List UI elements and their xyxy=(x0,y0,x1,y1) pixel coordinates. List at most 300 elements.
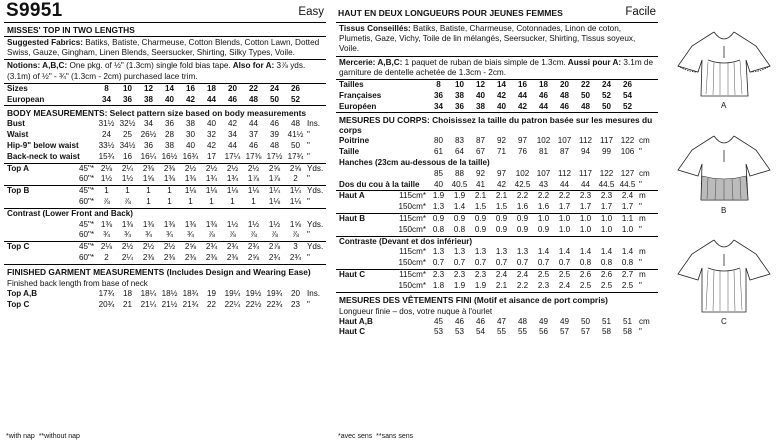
value-cell: 1.0 xyxy=(575,213,596,224)
value-cell: 2⅜ xyxy=(226,252,239,262)
yardage-row xyxy=(336,281,658,292)
value-cell: 1⅜ xyxy=(121,219,134,229)
value-cell: 71 xyxy=(496,147,506,157)
value-cell: 40.5 xyxy=(451,179,468,189)
hip-label-row xyxy=(336,158,658,169)
value-cell: 42 xyxy=(517,101,527,111)
finished-subtitle-fr: Longueur finie – dos, votre nuque à l'ourlet xyxy=(339,306,493,316)
value-cell: 51 xyxy=(622,316,632,326)
body-row xyxy=(4,141,326,152)
unit-cell: " xyxy=(307,299,310,309)
body-measurements-fr xyxy=(336,136,658,191)
contrast-label-row xyxy=(4,208,326,219)
finished-table xyxy=(4,289,326,311)
unit-cell: " xyxy=(307,252,310,262)
value-cell: 1 xyxy=(230,196,235,206)
value-cell: 36 xyxy=(164,119,174,129)
value-cell: 22¼ xyxy=(224,299,241,309)
value-cell: 3 xyxy=(285,242,306,253)
row-label: Waist xyxy=(7,130,29,140)
value-cell: 54 xyxy=(475,327,485,337)
value-cell: 2⅛ xyxy=(96,242,117,253)
value-cell: 38 xyxy=(475,101,485,111)
finished-table-fr xyxy=(336,317,658,339)
value-cell: 2¼ xyxy=(121,163,134,173)
unit-cell xyxy=(638,102,658,113)
value-cell: 1.4 xyxy=(579,247,592,257)
yardage-row xyxy=(4,186,326,197)
value-cell: 1⅛ xyxy=(243,186,264,197)
value-cell: 8 xyxy=(436,80,441,90)
value-cell: ¾ xyxy=(145,230,152,240)
value-cell: 2.6 xyxy=(596,269,617,280)
french-column xyxy=(336,0,658,338)
pattern-code: S9951 xyxy=(6,0,63,21)
value-cell: 22 xyxy=(206,299,216,309)
finished-subtitle: Finished back length from base of neck xyxy=(7,278,148,288)
value-cell: ¾ xyxy=(166,230,173,240)
unit-cell: " xyxy=(639,327,642,337)
value-cell: 17¼ xyxy=(224,151,241,161)
value-cell: 2.3 xyxy=(470,269,491,280)
value-cell: 48 xyxy=(290,119,300,129)
value-cell: 2½ xyxy=(205,163,218,173)
value-cell: 1 xyxy=(117,186,138,197)
value-cell: 1 xyxy=(138,186,159,197)
value-cell: 2¾ xyxy=(243,242,264,253)
value-cell: 40 xyxy=(185,141,195,150)
value-cell: 0.8 xyxy=(453,224,466,234)
value-cell: 0.7 xyxy=(495,258,508,268)
unit-cell: " xyxy=(307,174,310,184)
value-cell: 1⅛ xyxy=(268,196,281,206)
unit-cell: " xyxy=(639,202,642,212)
value-cell: 0.9 xyxy=(470,213,491,224)
value-cell: 2.2 xyxy=(558,191,571,201)
value-cell: 1⅜ xyxy=(184,174,197,184)
yardage-table-fr xyxy=(336,191,658,292)
value-cell: 88 xyxy=(454,168,464,178)
row-label: Haut C xyxy=(339,327,366,337)
value-cell: 1.4 xyxy=(537,247,550,257)
value-cell: 40 xyxy=(433,179,443,189)
value-cell: 46 xyxy=(227,94,237,104)
value-cell: 67 xyxy=(475,147,485,157)
value-cell: 14 xyxy=(496,80,506,90)
value-cell: 17⅜ xyxy=(245,151,262,161)
value-cell: 25 xyxy=(122,130,132,140)
value-cell: 1.6 xyxy=(516,202,529,212)
value-cell: 2.4 xyxy=(621,191,634,201)
garment-title-fr: HAUT EN DEUX LONGUEURS POUR JEUNES FEMMES xyxy=(338,8,563,18)
value-cell: 2.3 xyxy=(428,269,449,280)
value-cell: 117 xyxy=(579,168,592,178)
unit-cell: " xyxy=(307,151,310,161)
row-label: 60"* xyxy=(78,196,94,206)
value-cell: 1 xyxy=(209,196,214,206)
nap-note-fr: *avec sens **sans sens xyxy=(338,433,414,440)
value-cell: 2⅝ xyxy=(268,163,281,173)
value-cell: 2.5 xyxy=(579,280,592,290)
value-cell: 1⅜ xyxy=(100,219,113,229)
unit-cell: Ins. xyxy=(307,288,321,298)
value-cell: 48 xyxy=(269,141,279,150)
value-cell: 2.2 xyxy=(516,280,529,290)
value-cell: 2.5 xyxy=(600,280,613,290)
row-label: 60"* xyxy=(78,230,94,240)
row-label: Haut A 115cm* xyxy=(339,191,426,201)
value-cell: 2.2 xyxy=(537,191,550,201)
value-cell: 1.7 xyxy=(579,202,592,212)
value-cell: 30 xyxy=(185,130,195,140)
value-cell: 50 xyxy=(580,316,590,326)
row-label: Hip-9" below waist xyxy=(7,141,79,150)
size-table-fr xyxy=(336,80,658,113)
value-cell: 2.5 xyxy=(621,280,634,290)
value-cell: 2.1 xyxy=(495,280,508,290)
contrast-label-row xyxy=(336,236,658,247)
value-cell: 1⅞ xyxy=(247,174,260,184)
yardage-row xyxy=(336,191,658,202)
value-cell: 2⅛ xyxy=(100,163,113,173)
value-cell: 39 xyxy=(269,130,279,140)
row-label: Européen xyxy=(339,101,377,111)
value-cell: 112 xyxy=(579,136,592,146)
row-label: European xyxy=(7,94,45,104)
value-cell: 122 xyxy=(620,136,635,146)
garment-title: MISSES' TOP IN TWO LENGTHS xyxy=(4,23,326,37)
row-label: 115cm* xyxy=(399,247,426,257)
value-cell: 76 xyxy=(517,147,527,157)
unit-cell: Yds. xyxy=(307,219,324,229)
value-cell: 2 xyxy=(293,174,298,184)
value-cell: 44 xyxy=(517,90,527,100)
value-cell: 52 xyxy=(290,94,300,104)
value-cell: 21¼ xyxy=(140,299,157,309)
row-label: 150cm* xyxy=(398,280,426,290)
value-cell: 44 xyxy=(227,141,237,150)
value-cell: 36 xyxy=(454,101,464,111)
value-cell: 20 xyxy=(559,80,569,90)
value-cell: 49 xyxy=(559,316,569,326)
body-row xyxy=(4,152,326,163)
value-cell: 87 xyxy=(559,147,569,157)
value-cell: 0.9 xyxy=(491,213,512,224)
value-cell: 8 xyxy=(104,83,109,93)
value-cell: 2⅜ xyxy=(184,252,197,262)
value-cell: 1.0 xyxy=(558,224,571,234)
value-cell: 42 xyxy=(227,119,237,129)
row-label: Taille xyxy=(339,147,360,157)
value-cell: 1.4 xyxy=(453,202,466,212)
value-cell: 1½ xyxy=(268,219,281,229)
unit-cell: " xyxy=(639,258,642,268)
value-cell: 12 xyxy=(475,80,485,90)
value-cell: 2½ xyxy=(184,163,197,173)
value-cell: 1½ xyxy=(247,219,260,229)
value-cell: 85 xyxy=(433,168,443,178)
unit-cell xyxy=(306,95,326,106)
value-cell: 48 xyxy=(580,101,590,111)
value-cell: 46 xyxy=(559,101,569,111)
value-cell: 21 xyxy=(122,299,132,309)
row-label: 60"* xyxy=(78,252,94,262)
value-cell: 102 xyxy=(536,136,551,146)
value-cell: 18 xyxy=(538,80,548,90)
unit-cell: Ins. xyxy=(307,119,321,129)
value-cell: 22¾ xyxy=(266,299,283,309)
value-cell: 10 xyxy=(122,83,132,93)
body-measurements-title: BODY MEASUREMENTS: Select pattern size based on body measurements xyxy=(7,108,307,119)
garment-illustrations xyxy=(668,0,780,447)
finished-title: FINISHED GARMENT MEASUREMENTS (Includes Design and Wearing Ease) xyxy=(7,266,311,277)
value-cell: 38 xyxy=(185,119,195,129)
value-cell: 94 xyxy=(580,147,590,157)
row-label: Top B 45"* xyxy=(4,186,96,197)
value-cell: 1.0 xyxy=(554,213,575,224)
value-cell: 20¾ xyxy=(98,299,115,309)
finished-row xyxy=(336,317,658,328)
value-cell: 99 xyxy=(601,147,611,157)
body-row xyxy=(336,169,658,180)
value-cell: 0.9 xyxy=(449,213,470,224)
yardage-row xyxy=(336,258,658,269)
value-cell: 58 xyxy=(622,327,632,337)
size-table xyxy=(4,84,326,107)
value-cell: 2⅝ xyxy=(289,163,302,173)
value-cell: 1⅜ xyxy=(205,219,218,229)
value-cell: 40 xyxy=(475,90,485,100)
value-cell: 1½ xyxy=(121,174,134,184)
value-cell: 2¾ xyxy=(201,242,222,253)
value-cell: 0.7 xyxy=(537,258,550,268)
value-cell: 40 xyxy=(164,94,174,104)
value-cell: 46 xyxy=(269,119,279,129)
row-label: Sizes xyxy=(7,83,28,93)
value-cell: 1⅛ xyxy=(289,196,302,206)
value-cell: 92 xyxy=(475,168,485,178)
value-cell: 20 xyxy=(227,83,237,93)
nap-note-en: *with nap **without nap xyxy=(6,433,80,440)
value-cell: 31½ xyxy=(98,119,115,129)
value-cell: 32 xyxy=(206,130,216,140)
value-cell: 10 xyxy=(454,80,464,90)
value-cell: 1 xyxy=(251,196,256,206)
unit-cell: " xyxy=(307,130,310,140)
value-cell: 21¾ xyxy=(182,299,199,309)
value-cell: 50 xyxy=(601,101,611,111)
value-cell: 15¾ xyxy=(98,151,115,161)
value-cell: 0.9 xyxy=(512,213,533,224)
value-cell: 1⅛ xyxy=(180,186,201,197)
value-cell: 44.5 xyxy=(619,179,636,189)
value-cell: 52 xyxy=(622,101,632,111)
value-cell: 49 xyxy=(538,316,548,326)
view-a-label: A xyxy=(721,101,727,110)
value-cell: 97 xyxy=(496,168,506,178)
value-cell: 38 xyxy=(454,90,464,100)
value-cell: 22 xyxy=(580,80,590,90)
value-cell: 2.3 xyxy=(579,191,592,201)
value-cell: 23 xyxy=(290,299,300,309)
value-cell: 38 xyxy=(164,141,174,150)
value-cell: 17 xyxy=(206,151,216,161)
value-cell: 1⅛ xyxy=(201,186,222,197)
value-cell: 42 xyxy=(496,179,506,189)
body-measurements xyxy=(4,119,326,163)
value-cell: 46 xyxy=(475,316,485,326)
row-label: Bust xyxy=(7,119,25,129)
value-cell: 2¾ xyxy=(222,242,243,253)
value-cell: 2.4 xyxy=(491,269,512,280)
value-cell: ⅞ xyxy=(292,230,299,240)
finished-title-fr: MESURES DES VÊTEMENTS FINI (Motif et aisance de port compris) xyxy=(339,294,608,305)
size-row xyxy=(336,80,658,91)
view-b-label: B xyxy=(721,206,727,215)
value-cell: 1⅜ xyxy=(142,219,155,229)
value-cell: 61 xyxy=(433,147,443,157)
value-cell: 1.0 xyxy=(579,224,592,234)
unit-cell: " xyxy=(639,147,642,157)
group-label: Hanches (23cm au-dessous de la taille) xyxy=(339,158,490,167)
value-cell: 32½ xyxy=(119,119,136,129)
value-cell: 1.8 xyxy=(432,280,445,290)
yardage-row xyxy=(4,220,326,231)
value-cell: 34½ xyxy=(119,141,136,150)
unit-cell xyxy=(638,80,658,91)
value-cell: 50 xyxy=(290,141,300,150)
value-cell: 2⅜ xyxy=(163,163,176,173)
value-cell: 2½ xyxy=(138,242,159,253)
value-cell: 2.3 xyxy=(537,280,550,290)
body-row xyxy=(4,130,326,141)
value-cell: 53 xyxy=(433,327,443,337)
value-cell: 1 xyxy=(146,196,151,206)
value-cell: 1.0 xyxy=(533,213,554,224)
value-cell: 42.5 xyxy=(514,179,531,189)
value-cell: 16¼ xyxy=(140,151,157,161)
value-cell: 44.5 xyxy=(598,179,615,189)
value-cell: ⅞ xyxy=(229,230,236,240)
yardage-table xyxy=(4,164,326,265)
value-cell: 0.7 xyxy=(516,258,529,268)
size-row xyxy=(336,102,658,113)
size-row xyxy=(336,91,658,102)
value-cell: 2.2 xyxy=(516,191,529,201)
value-cell: 18¾ xyxy=(182,288,199,298)
value-cell: 106 xyxy=(620,147,635,157)
value-cell: 2.3 xyxy=(449,269,470,280)
row-label: 150cm* xyxy=(398,258,426,268)
value-cell: 92 xyxy=(496,136,506,146)
value-cell: 1.9 xyxy=(453,191,466,201)
value-cell: 16¾ xyxy=(182,151,199,161)
value-cell: 2⅜ xyxy=(205,252,218,262)
value-cell: 1.3 xyxy=(432,202,445,212)
value-cell: ⅞ xyxy=(250,230,257,240)
value-cell: 2⅜ xyxy=(142,163,155,173)
header-right xyxy=(336,0,658,23)
value-cell: 58 xyxy=(601,327,611,337)
value-cell: 0.9 xyxy=(516,224,529,234)
value-cell: 112 xyxy=(558,168,571,178)
value-cell: 1 xyxy=(167,196,172,206)
value-cell: ⅞ xyxy=(103,196,110,206)
value-cell: 54 xyxy=(622,90,632,100)
value-cell: 1.0 xyxy=(600,224,613,234)
value-cell: 2½ xyxy=(117,242,138,253)
value-cell: 83 xyxy=(454,136,464,146)
value-cell: ¾ xyxy=(124,230,131,240)
value-cell: 24 xyxy=(601,80,611,90)
value-cell: 36 xyxy=(143,141,153,150)
value-cell: 56 xyxy=(538,327,548,337)
unit-cell: m xyxy=(639,247,646,257)
value-cell: 26 xyxy=(622,80,632,90)
value-cell: 44 xyxy=(538,101,548,111)
value-cell: 17¾ xyxy=(287,151,304,161)
value-cell: 34 xyxy=(143,119,153,129)
value-cell: 0.7 xyxy=(558,258,571,268)
yardage-row xyxy=(4,230,326,241)
unit-cell: m xyxy=(639,191,646,201)
value-cell: 127 xyxy=(620,168,635,178)
value-cell: 26½ xyxy=(140,130,157,140)
value-cell: 1.4 xyxy=(621,247,634,257)
size-row xyxy=(4,95,326,106)
finished-row xyxy=(4,300,326,311)
body-row xyxy=(336,136,658,147)
value-cell: 1⅜ xyxy=(163,219,176,229)
value-cell: 0.8 xyxy=(621,258,634,268)
row-label: Françaises xyxy=(339,90,382,100)
value-cell: 40 xyxy=(496,101,506,111)
value-cell: 44 xyxy=(206,94,216,104)
value-cell: 1¾ xyxy=(205,174,218,184)
value-cell: 57 xyxy=(559,327,569,337)
notions-fr: Mercerie: A,B,C: 1 paquet de ruban de biais simple de 1.3cm. Aussi pour A: 3.1m de garniture de dentelle achetée de 1.3cm - 2cm. xyxy=(336,57,658,80)
suggested-fabrics: Suggested Fabrics: Batiks, Batiste, Charmeuse, Cotton Blends, Cotton Lawn, Dotted Swiss, Gauze, Gingham, Linen Blends, Seersucker, Shirting, Silky Types, Voile. xyxy=(4,37,326,60)
row-label: Top C 45"* xyxy=(4,242,96,253)
value-cell: 2½ xyxy=(159,242,180,253)
value-cell: 22½ xyxy=(245,299,262,309)
value-cell: 1⅜ xyxy=(184,219,197,229)
value-cell: 34 xyxy=(227,130,237,140)
value-cell: 1.1 xyxy=(617,213,638,224)
unit-cell xyxy=(306,84,326,95)
value-cell: 46 xyxy=(538,90,548,100)
notions: Notions: A,B,C: One pkg. of ½" (1.3cm) single fold bias tape. Also for A: 3⅞ yds. (3.1m) of ½" - ¾" (1.3cm - 2cm) purchased lace trim. xyxy=(4,60,326,83)
value-cell: 80 xyxy=(433,136,443,146)
value-cell: 17½ xyxy=(266,151,283,161)
value-cell: 1.3 xyxy=(516,247,529,257)
value-cell: 34 xyxy=(433,101,443,111)
value-cell: 52 xyxy=(601,90,611,100)
value-cell: 1 xyxy=(159,186,180,197)
size-row xyxy=(4,84,326,95)
difficulty-level: Easy xyxy=(298,6,324,18)
unit-cell: " xyxy=(307,196,310,206)
row-label: 60"* xyxy=(78,174,94,184)
value-cell: 1.7 xyxy=(621,202,634,212)
value-cell: 1.9 xyxy=(432,191,445,201)
view-c-illustration xyxy=(678,240,770,312)
unit-cell: cm xyxy=(639,316,650,326)
row-label: Haut C 115cm* xyxy=(336,269,428,280)
value-cell: 81 xyxy=(538,147,548,157)
value-cell: 0.9 xyxy=(428,213,449,224)
value-cell: 42 xyxy=(496,90,506,100)
